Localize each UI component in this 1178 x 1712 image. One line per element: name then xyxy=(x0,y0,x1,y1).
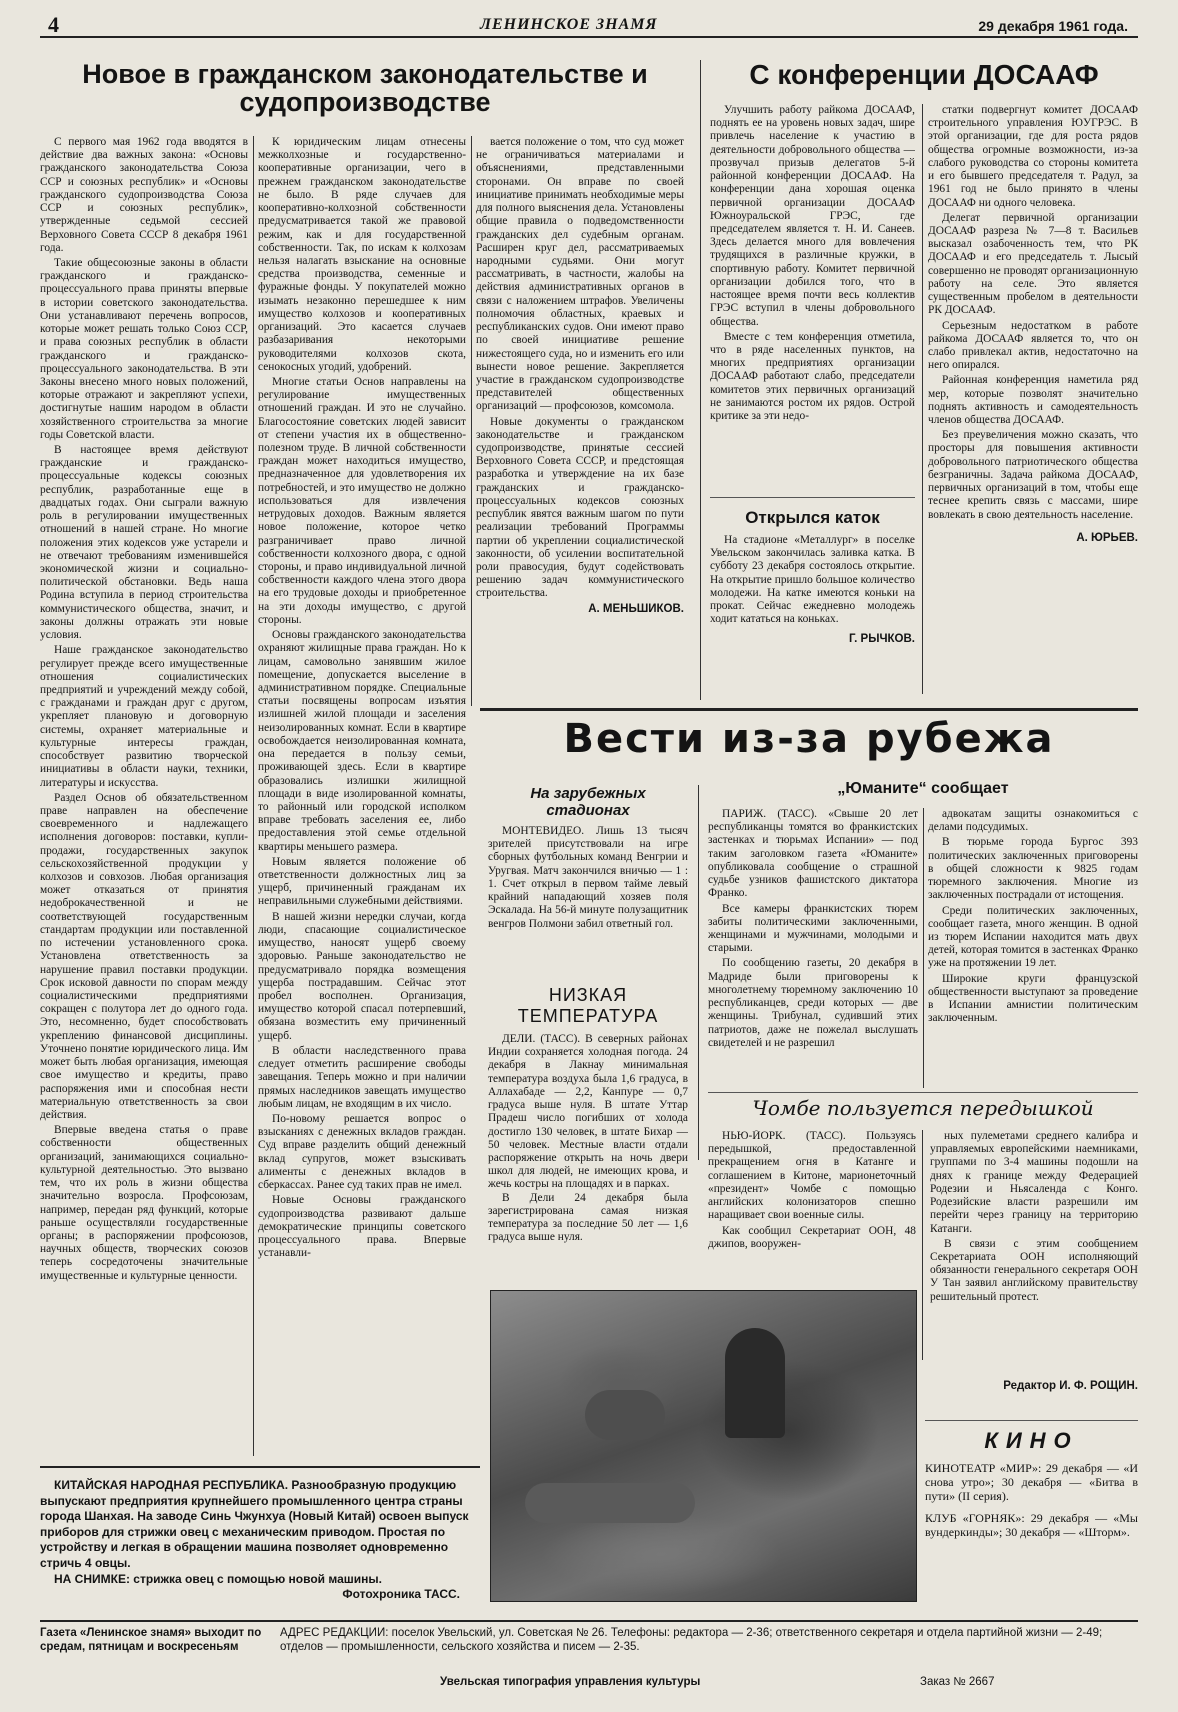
page-number: 4 xyxy=(48,12,59,37)
humanite-title-box xyxy=(708,780,1138,806)
paragraph: В области наследственного права следует отметить расширение свободы завещания. Теперь можно и при наличии прямых наследников завещать имущество любым лицам, не входящим в их число. xyxy=(258,1044,466,1110)
tshombe-col-2 xyxy=(930,1130,1138,1360)
paragraph: Основы гражданского законодательства охраняют жилищные права граждан. Но к лицам, самовольно занявшим жилое помещение, допускается выселение в административном порядке. Специальные статьи посвящены вопросам изъятия излишней жилой площади и заселения неизолированных комнат. Если в квартире освобождается неизолированная комната, она передается в пользу семьи, проживающей здесь. Если в квартире образовались излишки жилищной площади в виде изолированной комнаты, то районный или городской исполком вправе требовать заселения ее, либо предоставления этой семье отдельной квартиры меньшего размера. xyxy=(258,629,466,853)
abroad-headline-box xyxy=(480,718,1138,770)
footer-rule xyxy=(40,1620,1138,1622)
rink-article xyxy=(710,508,915,698)
rink-title: Открылся каток xyxy=(745,508,880,527)
humanite-col-1 xyxy=(708,808,918,1088)
column-rule xyxy=(922,104,923,694)
paragraph: По-новому решается вопрос о взысканиях с денежных вкладов граждан. Суд вправе разделить общий денежный вклад супругов, может взыскивать алименты с денежных вкладов в сберкассах. Ранее суд таких прав не имел. xyxy=(258,1112,466,1192)
paragraph: ных пулеметами среднего калибра и управляемых европейскими наемниками, группами по 3-4 машины подошли на днях к границе между Федерацией Родезии и Ньясаленда с Конго. Родезийские власти разрешили им перейти через границу на территорию Катанги. xyxy=(930,1130,1138,1235)
law-col-3 xyxy=(476,136,684,706)
column-rule xyxy=(923,808,924,1088)
paragraph: Серьезным недостатком в работе райкома ДОСААФ является то, что он слабо привлекал актив, недостаточно на него опирался. xyxy=(928,319,1138,372)
paragraph: Новые Основы гражданского судопроизводства развивают дальше демократические принципы советского процессуального права. Впервые устанавли- xyxy=(258,1194,466,1260)
footer-schedule: Газета «Ленинское знамя» выходит по средам, пятницам и воскресеньям xyxy=(40,1627,262,1654)
page-header xyxy=(40,10,1138,38)
divider xyxy=(710,497,915,498)
divider xyxy=(708,1092,1138,1093)
paragraph: С первого мая 1962 года вводятся в действие два важных закона: «Основы гражданского законодательства Союза ССР и союзных республик» и «Основы гражданского судопроизводства Союза ССР и союзных республик», утвержденные седьмой сессией Верховного Совета СССР 8 декабря 1961 года. xyxy=(40,136,248,254)
paragraph: Без преувеличения можно сказать, что просторы для повышения активности добровольного патриотического общества безграничны. Задача райкома ДОСААФ, первичных организаций в том, чтобы еще теснее крепить связь с массами, шире вовлекать в свою деятельность население. xyxy=(928,429,1138,521)
issue-date: 29 декабря 1961 года. xyxy=(978,18,1128,34)
paragraph: В нашей жизни нередки случаи, когда люди, спасающие социалистическое имущество, наносят ущерб своему здоровью. Раньше законодательство не предусматривало порядка возмещения ущерба пострадавшим. Сейчас этот пробел восполнен. Организация, имущество которой спасал потерпевший, обязана возместить ему причиненный ущерб. xyxy=(258,910,466,1042)
paragraph: Районная конференция наметила ряд мер, которые позволят значительно поднять активность и самодеятельность членов общества ДОСААФ. xyxy=(928,374,1138,427)
paragraph: вается положение о том, что суд может не ограничиваться материалами и объяснениями, представленными сторонами. Он вправе по своей инициативе принимать необходимые меры для полного выяснения дела. Установлены общие правила о подведомственности гражданских дел судебным органам. Расширен круг дел, рассматриваемых народными судьями. Они могут рассматривать, в частности, жалобы на действия административных органов в связи с наложением штрафов. Увеличены полномочия областных, краевых и республиканских судов. Они имеют право по своей инициативе решение нижестоящего суда, но и изменить его или вынести новое решение. Закрепляется участие в гражданском судопроизводстве представителей общественных организаций — профсоюзов, комсомола. xyxy=(476,136,684,413)
divider xyxy=(40,1466,480,1468)
paragraph: Делегат первичной организации ДОСААФ разреза № 7—8 т. Васильев высказал озабоченность тем, что РК ДОСААФ и его председатель т. Лысый совершенно не проводят организационную работу на селе. Это является существенным пробелом в деятельности РК ДОСААФ. xyxy=(928,211,1138,317)
paragraph: Все камеры франкистских тюрем забиты политическими заключенными, женщинами и мужчинами, молодыми и старыми. xyxy=(708,902,918,955)
section-divider xyxy=(480,708,1138,711)
rink-text: На стадионе «Металлург» в поселке Увельском закончилась заливка катка. В субботу 23 декабря состоялось открытие. На открытие пришло большое количество молодежи. На катке имеются коньки на прокат. Сейчас ежедневно молодежь ходит кататься на коньках. xyxy=(710,534,915,626)
kino-listing xyxy=(925,1428,1138,1608)
paragraph: В настоящее время действуют гражданские и гражданско-процессуальные кодексы союзных республик, разработанные еще в двадцатых годах. Они сыграли важную роль в регулировании имущественных отношений в нашей стране. Но многие положения этих кодексов уже устарели и не отвечают требованиям изменившейся экономической жизни и социально-политической обстановки. Ведь наша Родина вступила в период строительства коммунистического общества, значит, и законы должны отражать эти новые условия. xyxy=(40,444,248,642)
humanite-col-2 xyxy=(928,808,1138,1088)
china-caption-text: КИТАЙСКАЯ НАРОДНАЯ РЕСПУБЛИКА. Разнообразную продукцию выпускают предприятия крупнейшего промышленного центра страны города Шанхая. На заводе Синь Чжунхуа (Новый Китай) освоен выпуск приборов для стрижки овец с механическим приводом. Простая по устройству и легкая в обращении машина позволяет одновременно стричь 4 овцы. xyxy=(40,1478,469,1570)
paragraph: статки подвергнут комитет ДОСААФ строительного управления ЮУГРЭС. В этой организации, где для роста рядов общества огромные возможности, из-за слабого руководства со стороны комитета и его бывшего председателя т. Радул, за 1961 год не было принято в члены ДОСААФ ни одного человека. xyxy=(928,104,1138,209)
footer-printer: Увельская типография управления культуры xyxy=(440,1676,701,1688)
law-col-2 xyxy=(258,136,466,1456)
humanite-title: „Юманите“ сообщает xyxy=(837,780,1009,797)
newspaper-name: ЛЕНИНСКОЕ ЗНАМЯ xyxy=(480,16,658,33)
paragraph: Как сообщил Секретариат ООН, 48 джипов, вооружен- xyxy=(708,1224,916,1250)
tshombe-title: Чомбе пользуется передышкой xyxy=(752,1096,1094,1120)
temperature-article xyxy=(488,985,688,1285)
kino-title: КИНО xyxy=(984,1428,1079,1453)
law-article-title: Новое в гражданском законодательстве и судопроизводстве xyxy=(82,60,648,118)
footer-address: АДРЕС РЕДАКЦИИ: поселок Увельский, ул. Советская № 26. Телефоны: редактора — 2-36; ответственного секретаря и отдела партийной жизни — 2-49; отделов — промышленности, сельского хозяйства и писем — 2-35. xyxy=(280,1627,1103,1654)
paragraph: К юридическим лицам отнесены межколхозные и государственно-кооперативные организации, чего в прежнем гражданском законодательстве не было. В ряде случаев для кооперативно-колхозной собственности предусматривается такой же правовой режим, как и для государственной собственности. Так, по искам к колхозам нельзя налагать взыскание на основные средства производства, семенные и фуражные фонды. У покупателей можно изымать незаконно перешедшее к ним имущество колхозов и кооперативных организаций. Это касается случаев разбазаривания некоторыми руководителями колхозов скота, сенокосных угодий, удобрений. xyxy=(258,136,466,373)
divider xyxy=(925,1420,1138,1421)
paragraph: Такие общесоюзные законы в области гражданского и гражданско-процессуального права приняты впервые в истории советского законодательства. Они устанавливают перечень вопросов, которые может решать только Союз ССР, и права союзных республик в области гражданского и гражданско-процессуального законодательства. В эти Законы внесено много новых положений, которые отражают и закрепляют успехи, достигнутые нашим народом в области хозяйственного строительства за многие годы Советской власти. xyxy=(40,256,248,441)
paragraph: адвокатам защиты ознакомиться с делами подсудимых. xyxy=(928,808,1138,834)
photo-figure xyxy=(725,1328,785,1438)
law-article-author: А. МЕНЬШИКОВ. xyxy=(588,602,684,615)
paragraph: НЬЮ-ЙОРК. (ТАСС). Пользуясь передышкой, предоставленной прекращением огня в Катанге и соглашением в Китоне, марионеточный «президент» Чомбе с помощью английских колонизаторов спешно наращивает свои военные силы. xyxy=(708,1130,916,1222)
photo-figure xyxy=(585,1390,665,1440)
column-rule xyxy=(698,785,699,1160)
law-article-headline-box xyxy=(40,60,690,130)
temperature-title: НИЗКАЯ ТЕМПЕРАТУРА xyxy=(517,985,659,1026)
stadiums-article xyxy=(488,785,688,955)
paragraph: Новым является положение об ответственности должностных лиц за ущерб, причиненный гражданам их неправильными служебными действиями. xyxy=(258,855,466,908)
paragraph: Многие статьи Основ направлены на регулирование имущественных отношений граждан. И это не случайно. Благосостояние советских людей зависит от степени участия их в общественно-полезном труде. В личной собственности граждан может находиться имущество, предназначенное для удовлетворения их потребностей, и это имущество не должно использоваться для извлечения нетрудовых доходов. Важным является новое положение, которое четко разграничивает право личной собственности колхозного двора, с одной стороны, и право индивидуальной личной собственности каждого члена этого двора на его трудовые доходы и приобретенное на эти доходы имущество, с другой стороны. xyxy=(258,375,466,626)
law-col-1 xyxy=(40,136,248,1456)
kino-item: КЛУБ «ГОРНЯК»: 29 декабря — «Мы вундеркинды»; 30 декабря — «Шторм». xyxy=(925,1511,1138,1539)
paragraph: Вместе с тем конференция отметила, что в ряде населенных пунктов, на многих предприятиях организации ДОСААФ работают слабо, председатели комитетов этих первичных организаций не занимаются ростом их рядов. Острой критике за эти недо- xyxy=(710,330,915,423)
dosaaf-author: А. ЮРЬЕВ. xyxy=(1076,531,1138,544)
china-photo-caption xyxy=(40,1478,480,1608)
column-rule xyxy=(922,1130,923,1360)
paragraph: В связи с этим сообщением Секретариата ООН исполняющий обязанности генерального секретаря ООН У Тан заявил английскому правительству решительный протест. xyxy=(930,1237,1138,1303)
footer-order: Заказ № 2667 xyxy=(920,1676,995,1688)
paragraph: Наше гражданское законодательство регулирует прежде всего имущественные отношения социалистических предприятий и учреждений между собой, с гражданами и граждан друг с другом, укрепляет плановую и договорную системы, охраняет материальные и культурные интересы граждан, способствует развитию творческой инициативы в области науки, техники, литературы и искусства. xyxy=(40,644,248,789)
dosaaf-headline-box xyxy=(710,60,1138,100)
stadiums-title: На зарубежных стадионах xyxy=(530,785,646,819)
rink-author: Г. РЫЧКОВ. xyxy=(849,632,915,645)
kino-item: КИНОТЕАТР «МИР»: 29 декабря — «И снова утро»; 30 декабря — «Битва в пути» (II серия). xyxy=(925,1462,1138,1503)
tshombe-title-box xyxy=(708,1096,1138,1126)
column-rule xyxy=(253,136,254,1456)
dosaaf-col-2 xyxy=(928,104,1138,694)
paragraph: Среди политических заключенных, сообщает газета, много женщин. В одной из тюрем Испании находится мать двух детей, которая томится в застенках Франко уже на протяжении 19 лет. xyxy=(928,904,1138,970)
column-rule xyxy=(471,136,472,706)
paragraph: По сообщению газеты, 20 декабря в Мадриде были приговорены к многолетнему тюремному заключению 10 республиканцев, среди которых — две женщины. Трибунал, судивший этих патриотов, даже не пожелал выслушать свидетелей и не разрешил xyxy=(708,957,918,1049)
dosaaf-col-1 xyxy=(710,104,915,499)
page-footer xyxy=(40,1626,1138,1706)
china-subcaption: НА СНИМКЕ: стрижка овец с помощью новой машины. xyxy=(54,1571,382,1586)
paragraph: Впервые введена статья о праве собственности общественных организаций, занимающихся социально-культурной деятельностью. Это вызвано тем, что их роль в жизни общества значительно возросла. Профсоюзам, например, передан ряд функций, которые раньше осуществляли государственные органы; в распоряжении профсоюзов, научных обществ, творческих союзов теперь сосредоточены значительные имущественные и культурные ценности. xyxy=(40,1124,248,1282)
editor-box xyxy=(925,1380,1138,1400)
photo-credit: Фотохроника ТАСС. xyxy=(342,1587,460,1602)
paragraph: ПАРИЖ. (ТАСС). «Свыше 20 лет республиканцы томятся во франкистских застенках и тюрьмах Испании» — под таким заголовком газета «Юманите» опубликовала сообщение о страшной судьбе узников фашистского диктатора Франко. xyxy=(708,808,918,900)
paragraph: Новые документы о гражданском законодательстве и гражданском судопроизводстве, принятые сессией Верховного Совета СССР, и предстоящая разработка и утверждение на их базе гражданских и гражданско-процессуальных кодексов союзных республик явятся важным шагом по пути реализации требований Программы партии об укреплении социалистической законности, об усилении воспитательной роли правосудия, будут содействовать решению задач коммунистического строительства. xyxy=(476,415,684,600)
editor-signature: Редактор И. Ф. РОЩИН. xyxy=(1003,1380,1138,1392)
paragraph: Широкие круги французской общественности выступают за проведение в Испании амнистии политическим заключенным. xyxy=(928,972,1138,1025)
stadiums-text: МОНТЕВИДЕО. Лишь 13 тысяч зрителей присутствовали на игре сборных футбольных команд Венгрии и Уругвая. Матч закончился вничью — 1 : 1. Счет открыл в первом тайме левый крайний нападающий хозяев поля Эскалада. На 56-й минуте полузащитник венгров Полмони забил ответный гол. xyxy=(488,825,688,930)
paragraph: Раздел Основ об обязательственном праве направлен на обеспечение своевременного и надлежащего исполнения договоров: поставки, купли-продажи, государственных закупок сельскохозяйственной продукции у колхозов и совхозов. Любая организация может отказаться от принятия недоброкачественной и не соответствующей государственным стандартам продукции или поставленной по истечении установленного срока. Установлена ответственность за нарушение правил поставки продукции. Срок исковой давности по спорам между социалистическими предприятиями сокращен с полутора лет до одного года. Это, несомненно, будет способствовать укреплению финансовой дисциплины. Уточнено понятие юридического лица. Им может быть любая организация, имеющая свое имущество и кредиты, право распоряжения ими и способная нести материальную ответственность за свои действия. xyxy=(40,791,248,1121)
dosaaf-title: С конференции ДОСААФ xyxy=(749,60,1099,90)
sheep-shearing-photo xyxy=(490,1290,917,1602)
temperature-text-2: В Дели 24 декабря была зарегистрирована самая низкая температура за последние 50 лет — 1,6 градуса выше нуля. xyxy=(488,1191,688,1244)
column-rule xyxy=(700,60,701,700)
paragraph: В тюрьме города Бургос 393 политических заключенных приговорены в общей сложности к 9825 годам тюремного заключения. Многие из заключенных пострадали от истощения. xyxy=(928,836,1138,902)
abroad-title: Вести из-за рубежа xyxy=(563,718,1055,762)
photo-figure xyxy=(525,1483,695,1523)
paragraph: Улучшить работу райкома ДОСААФ, поднять ее на уровень новых задач, шире привлечь население к участию в деятельности добровольного общества — прозвучал призыв делегатов 5-й районной конференции ДОСААФ. На конференции дана хорошая оценка первичной организации ДОСААФ Южноуральской ГРЭС, где председателем является т. Н. И. Санеев. Здесь делается много для вовлечения трудящихся в различные кружки, в спортивную работу. Комитет первичной организации добился того, что в настоящее время почти весь коллектив ГРЭС вступил в члены добровольного общества. xyxy=(710,104,915,328)
temperature-text: ДЕЛИ. (ТАСС). В северных районах Индии сохраняется холодная погода. 24 декабря в Лакнау минимальная температура воздуха была 1,6 градуса, в Аллахабаде — 2,2, Канпуре — 0,7 градуса выше нуля. В штате Уттар Прадеш число погибших от холода достигло 130 человек, в штате Бихар — 50 человек. Местные власти отдали распоряжение открыть на ночь двери школ для людей, не имеющих крова, и жечь костры на площадях и в парках. xyxy=(488,1033,688,1191)
